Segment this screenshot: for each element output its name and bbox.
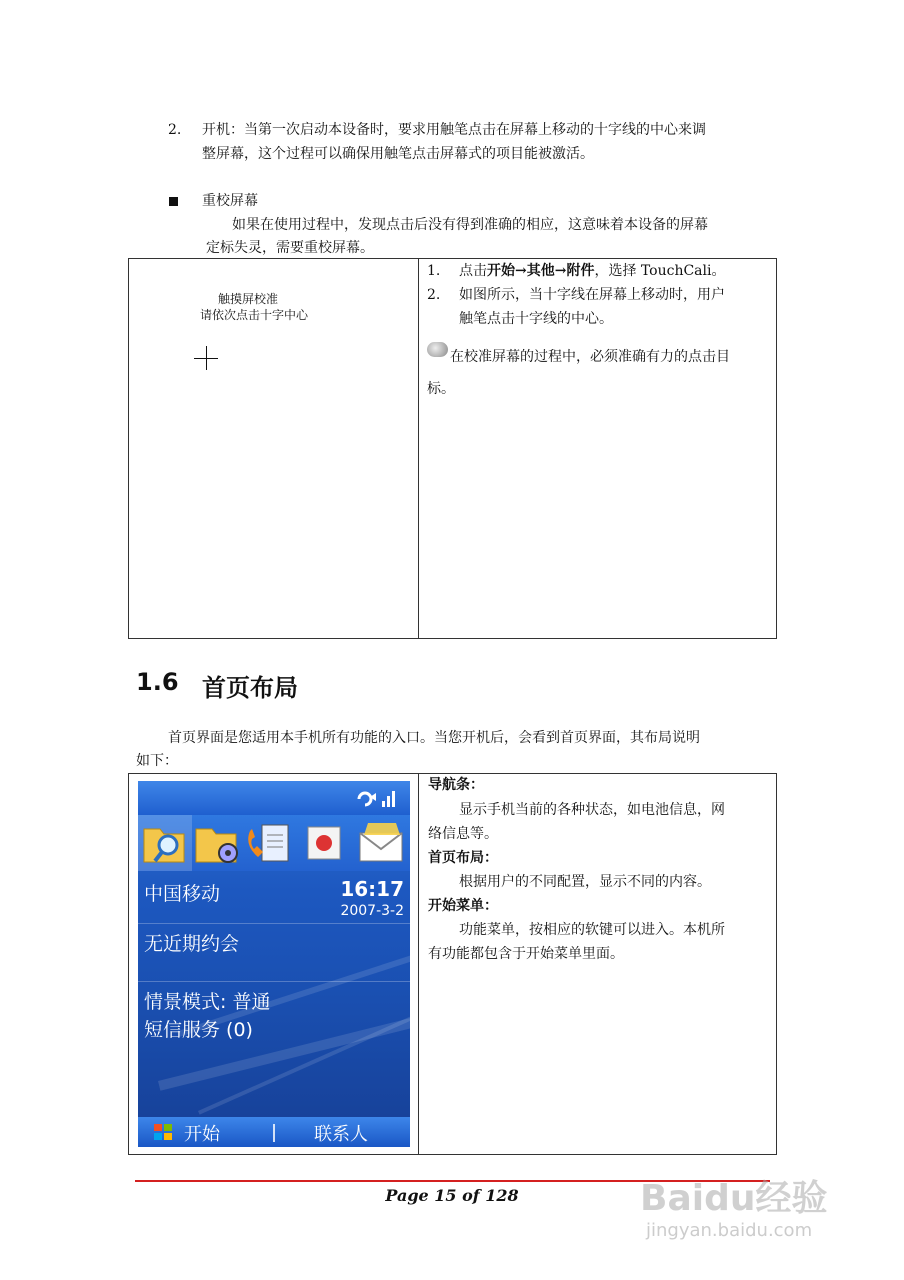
recal-para-line2: 定标失灵，需要重校屏幕。	[206, 240, 374, 256]
nav-bar-desc-line2: 络信息等。	[428, 826, 498, 842]
start-menu-heading: 开始菜单：	[428, 898, 498, 914]
softkey-bar	[138, 1117, 410, 1147]
sms-item[interactable]: 短信服务 (0)	[144, 1019, 253, 1041]
appointments-item[interactable]: 无近期约会	[144, 933, 240, 955]
item-text-line2: 整屏幕，这个过程可以确保用触笔点击屏幕式的项目能被激活。	[202, 146, 594, 162]
folder-settings-icon[interactable]	[196, 829, 237, 862]
section-number: 1.6	[136, 668, 179, 696]
item-text-line1: 开机：当第一次启动本设备时，要求用触笔点击在屏幕上移动的十字线的中心来调	[202, 122, 706, 138]
recal-para-line1: 如果在使用过程中，发现点击后没有得到准确的相应，这意味着本设备的屏幕	[232, 217, 708, 233]
mail-icon[interactable]	[360, 823, 402, 861]
connectivity-signal-icon[interactable]	[356, 787, 400, 809]
watermark-brand: Baidu经验	[640, 1178, 828, 1219]
home-layout-desc: 根据用户的不同配置，显示不同的内容。	[459, 874, 711, 890]
file-search-icon[interactable]	[144, 829, 184, 862]
calib-screen-title: 触摸屏校准	[218, 292, 279, 306]
phone-home-screen	[138, 781, 410, 1147]
recal-heading: 重校屏幕	[202, 193, 258, 209]
clock-time[interactable]: 16:17	[340, 877, 404, 901]
crosshair-icon-vertical[interactable]	[206, 346, 207, 370]
intro-line2: 如下：	[136, 753, 178, 769]
profile-item[interactable]: 情景模式: 普通	[144, 991, 271, 1013]
photo-album-icon[interactable]	[308, 827, 340, 859]
carrier-name[interactable]: 中国移动	[144, 883, 221, 905]
start-menu-desc-line2: 有功能都包含于开始菜单里面。	[428, 946, 624, 962]
app-icon-row	[138, 815, 410, 871]
nav-bar-desc-line1: 显示手机当前的各种状态，如电池信息，网	[459, 802, 725, 818]
note-text-line1: 在校准屏幕的过程中，必须准确有力的点击目	[450, 349, 730, 365]
step2-number: 2.	[427, 287, 441, 303]
phone-contacts-icon[interactable]	[248, 825, 288, 861]
windows-logo-icon	[152, 1122, 174, 1142]
nav-bar-heading: 导航条：	[428, 777, 484, 793]
note-icon	[427, 342, 448, 357]
table-divider	[418, 259, 419, 638]
step2-text-line2: 触笔点击十字线的中心。	[459, 311, 613, 327]
bullet-square	[169, 197, 178, 206]
navigation-bar	[138, 781, 410, 815]
contacts-softkey[interactable]: 联系人	[314, 1124, 368, 1145]
calib-screen-subtitle: 请依次点击十字中心	[200, 308, 309, 322]
page-number: Page 15 of 128	[385, 1186, 519, 1205]
step1-number: 1.	[427, 263, 441, 279]
item-number: 2.	[168, 122, 182, 138]
step2-text-line1: 如图所示，当十字线在屏幕上移动时，用户	[459, 287, 725, 303]
note-text-line2: 标。	[427, 381, 455, 397]
section-title: 首页布局	[202, 674, 298, 702]
home-layout-heading: 首页布局：	[428, 850, 498, 866]
start-menu-desc-line1: 功能菜单，按相应的软键可以进入。本机所	[459, 922, 725, 938]
step1-text: 点击开始→其他→附件，选择 TouchCali。	[459, 263, 726, 279]
start-softkey[interactable]: 开始	[184, 1124, 220, 1145]
watermark-url: jingyan.baidu.com	[646, 1220, 813, 1241]
table-divider	[418, 774, 419, 1154]
intro-line1: 首页界面是您适用本手机所有功能的入口。当您开机后，会看到首页界面，其布局说明	[168, 730, 700, 746]
clock-date[interactable]: 2007-3-2	[340, 903, 404, 919]
